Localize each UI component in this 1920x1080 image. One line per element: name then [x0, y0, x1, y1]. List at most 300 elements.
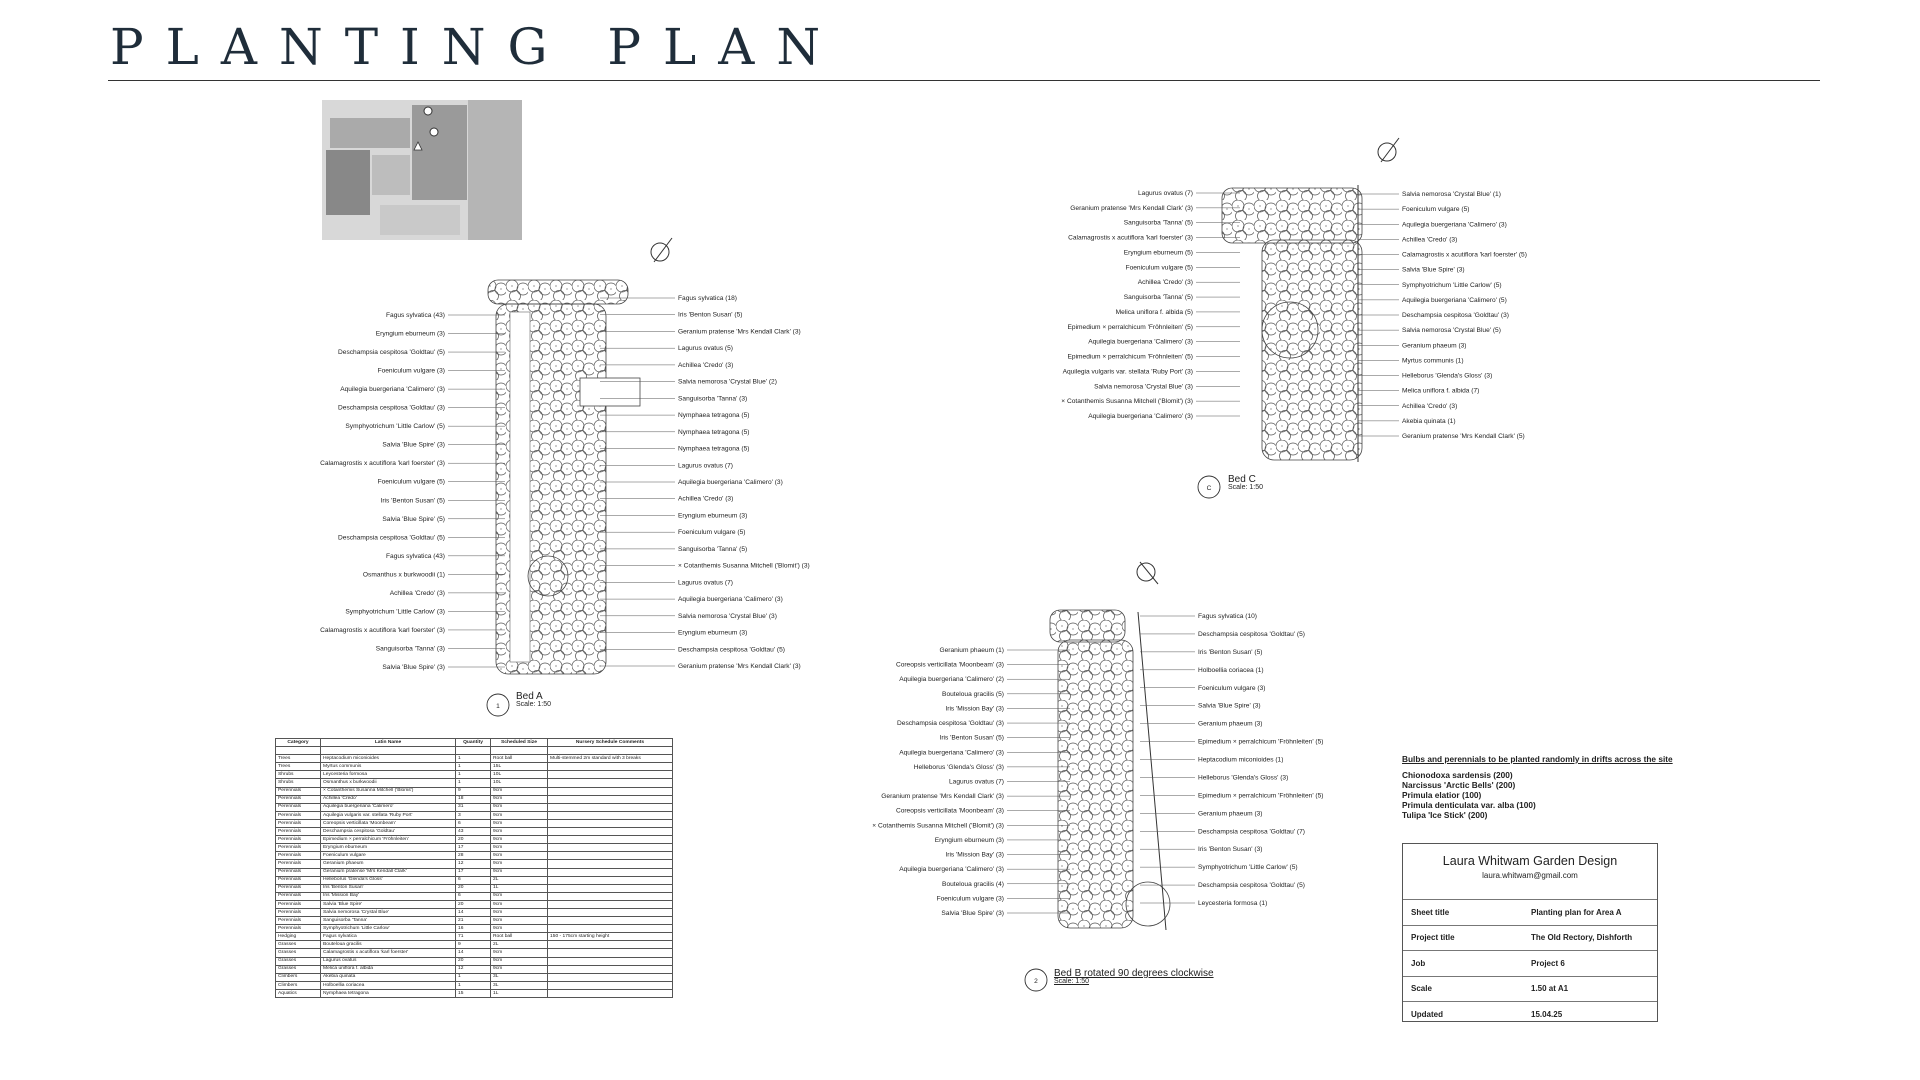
table-cell: 9cm — [491, 908, 548, 916]
bed-c-plant-label: Salvia nemorosa 'Crystal Blue' (5) — [1402, 327, 1501, 335]
table-cell: 71 — [456, 933, 491, 941]
title-block-row — [1403, 1001, 1657, 1027]
firm-name: Laura Whitwam Garden Design — [1442, 854, 1618, 868]
table-row — [276, 876, 673, 884]
table-cell: Sanguisorba 'Tanna' — [321, 917, 456, 925]
bed-a-plant-label: Nymphaea tetragona (5) — [678, 428, 750, 436]
table-row — [276, 868, 673, 876]
table-cell: × Cotanthemis Susanna Mitchell ('Blomit') — [321, 787, 456, 795]
title-block-row — [1403, 899, 1657, 925]
bed-a-plant-label: Fagus sylvatica (18) — [678, 295, 737, 302]
table-cell: 28 — [456, 852, 491, 860]
bed-b-plant-label: Symphyotrichum 'Little Carlow' (5) — [1198, 864, 1298, 872]
bed-b-plant-label: Lagurus ovatus (7) — [949, 778, 1004, 786]
bed-b-plant-label: Deschampsia cespitosa 'Goldtau' (5) — [1198, 630, 1305, 638]
bed-b-plant-label: Geranium phaeum (1) — [939, 647, 1004, 654]
table-cell: 6 — [456, 892, 491, 900]
table-cell: Aquilegia vulgaris var. stellata 'Ruby Port' — [321, 811, 456, 819]
bulb-item: Narcissus 'Arctic Bells' (200) — [1402, 780, 1516, 790]
bed-b-plant-label: Salvia 'Blue Spire' (3) — [941, 910, 1004, 917]
table-cell: Root ball — [491, 933, 548, 941]
table-row — [276, 844, 673, 852]
bed-c-plant-label: Aquilegia buergeriana 'Calimero' (5) — [1402, 296, 1507, 304]
title-block-row — [1403, 976, 1657, 1002]
title-block-value: The Old Rectory, Dishforth — [1531, 933, 1633, 943]
table-cell: 9cm — [491, 949, 548, 957]
table-cell: Perennials — [276, 828, 321, 836]
bed-a-plan — [488, 280, 640, 674]
table-cell: 9cm — [491, 868, 548, 876]
table-cell: 17 — [456, 844, 491, 852]
bed-b-plant-label: Salvia 'Blue Spire' (3) — [1198, 702, 1261, 710]
bulb-item: Tulipa 'Ice Stick' (200) — [1402, 810, 1488, 820]
title-block-value: Planting plan for Area A — [1531, 907, 1622, 917]
table-cell: 10L — [491, 771, 548, 779]
table-cell: 21 — [456, 917, 491, 925]
table-row — [276, 860, 673, 868]
table-cell — [548, 900, 673, 908]
bed-c-plant-label: Foeniculum vulgare (5) — [1125, 264, 1193, 272]
table-cell: 17 — [456, 868, 491, 876]
bed-c-plant-label: Achillea 'Credo' (3) — [1137, 279, 1193, 287]
table-row — [276, 908, 673, 916]
title-block-key: Project title — [1411, 933, 1455, 943]
table-cell: Deschampsia cespitosa 'Goldtau' — [321, 828, 456, 836]
column-header: Category — [276, 739, 321, 747]
table-row — [276, 973, 673, 981]
table-cell: 9cm — [491, 795, 548, 803]
title-block-key: Sheet title — [1411, 907, 1450, 917]
bed-c-plant-label: Sanguisorba 'Tanna' (5) — [1123, 294, 1193, 302]
bed-a-plant-label: Salvia nemorosa 'Crystal Blue' (2) — [678, 378, 777, 386]
table-cell: Shrubs — [276, 779, 321, 787]
table-cell: 6 — [456, 876, 491, 884]
bed-b-plant-label: Deschampsia cespitosa 'Goldtau' (5) — [1198, 882, 1305, 890]
table-row — [276, 811, 673, 819]
table-row — [276, 836, 673, 844]
bed-b-plant-label: Bouteloua gracilis (5) — [942, 690, 1004, 698]
table-cell — [548, 828, 673, 836]
table-cell: 9cm — [491, 836, 548, 844]
table-cell: Perennials — [276, 884, 321, 892]
table-cell: Root ball — [491, 755, 548, 763]
bed-c-plant-label: Calamagrostis x acutiflora 'karl foerster' (3) — [1068, 234, 1193, 242]
bed-c-plant-label: Lagurus ovatus (7) — [1138, 190, 1193, 197]
page-title: PLANTING PLAN — [110, 18, 843, 76]
north-arrow-icon — [1378, 138, 1399, 162]
table-cell: 1 — [456, 763, 491, 771]
table-cell: 20 — [456, 884, 491, 892]
table-cell: 9cm — [491, 828, 548, 836]
bed-c-scale: Scale: 1:50 — [1228, 484, 1264, 491]
bed-b-plant-label: Geranium phaeum (3) — [1198, 720, 1263, 728]
bed-a-plant-label: Symphyotrichum 'Little Carlow' (3) — [345, 608, 445, 616]
table-cell: Perennials — [276, 900, 321, 908]
bed-a-plant-label: Eryngium eburneum (3) — [678, 512, 748, 520]
table-row — [276, 771, 673, 779]
table-row — [276, 933, 673, 941]
table-cell — [548, 876, 673, 884]
bed-c-plant-label: Aquilegia buergeriana 'Calimero' (3) — [1402, 221, 1507, 229]
table-cell: 15L — [491, 763, 548, 771]
title-block-value: Project 6 — [1531, 958, 1565, 968]
table-cell: Lagurus ovatus — [321, 957, 456, 965]
table-cell: 9cm — [491, 917, 548, 925]
bed-b-plant-label: Aquilegia buergeriana 'Calimero' (3) — [899, 866, 1004, 874]
bed-a-plant-label: Salvia nemorosa 'Crystal Blue' (3) — [678, 612, 777, 620]
table-cell: Salvia 'Blue Spire' — [321, 900, 456, 908]
table-cell — [548, 779, 673, 787]
bed-c-plant-label: Helleborus 'Glenda's Gloss' (3) — [1402, 372, 1493, 380]
table-cell: 150 - 175cm starting height — [548, 933, 673, 941]
table-cell: 9cm — [491, 860, 548, 868]
north-arrow-icon — [1137, 562, 1158, 584]
bed-a-plant-label: Fagus sylvatica (43) — [386, 312, 445, 319]
table-cell: Fagus sylvatica — [321, 933, 456, 941]
table-row — [276, 941, 673, 949]
table-cell: Perennials — [276, 836, 321, 844]
bed-a-title-text: Bed A — [516, 691, 543, 702]
bed-c-plant-label: × Cotanthemis Susanna Mitchell ('Blomit') (3) — [1061, 398, 1193, 406]
bed-a-plant-label: Sanguisorba 'Tanna' (3) — [678, 395, 748, 403]
table-cell: Foeniculum vulgare — [321, 852, 456, 860]
bed-b-plant-label: Helleborus 'Glenda's Gloss' (3) — [1198, 774, 1289, 782]
bed-a-plant-label: Lagurus ovatus (7) — [678, 462, 733, 470]
table-cell: 20 — [456, 900, 491, 908]
table-cell: Aquilegia buergeriana 'Calimero' — [321, 803, 456, 811]
table-cell — [548, 836, 673, 844]
bed-c-plant-label: Geranium pratense 'Mrs Kendall Clark' (3) — [1070, 204, 1193, 212]
table-row — [276, 819, 673, 827]
bed-b-plant-label: Eryngium eburneum (3) — [934, 836, 1004, 844]
table-cell — [548, 860, 673, 868]
table-cell: Helleborus 'Glenda's Gloss' — [321, 876, 456, 884]
table-cell: Perennials — [276, 925, 321, 933]
table-cell: Osmanthus x burkwoodii — [321, 779, 456, 787]
table-cell: Grasses — [276, 965, 321, 973]
bed-a-plant-label: Calamagrostis x acutiflora 'karl foerster' (3) — [320, 626, 445, 634]
table-cell — [548, 747, 673, 755]
bed-c-plant-label: Sanguisorba 'Tanna' (5) — [1123, 219, 1193, 227]
table-cell — [548, 803, 673, 811]
bed-b-title-text: Bed B rotated 90 degrees clockwise — [1054, 968, 1214, 979]
table-cell — [548, 908, 673, 916]
table-cell: Hedging — [276, 933, 321, 941]
bed-c-title — [1228, 474, 1263, 491]
table-cell: 9cm — [491, 803, 548, 811]
site-overview-map — [322, 100, 522, 240]
bed-c-plant-label: Salvia nemorosa 'Crystal Blue' (3) — [1094, 383, 1193, 391]
table-cell: Perennials — [276, 795, 321, 803]
table-row — [276, 981, 673, 989]
table-cell — [548, 965, 673, 973]
table-cell: 2L — [491, 941, 548, 949]
bed-b-plant-label: Iris 'Benton Susan' (5) — [1198, 648, 1263, 656]
table-cell: Grasses — [276, 941, 321, 949]
bed-b-plant-label: Geranium phaeum (3) — [1198, 810, 1263, 818]
table-cell: 2L — [491, 876, 548, 884]
column-header: Nursery Schedule Comments — [548, 739, 673, 747]
bed-b-scale: Scale: 1:50 — [1054, 978, 1090, 985]
title-block-key: Updated — [1411, 1009, 1443, 1019]
table-cell — [548, 989, 673, 997]
bed-c-plant-label: Aquilegia vulgaris var. stellata 'Ruby Port' (3) — [1062, 368, 1193, 376]
table-cell: 1 — [456, 779, 491, 787]
table-row — [276, 884, 673, 892]
firm-email: laura.whitwam@gmail.com — [1482, 871, 1578, 880]
table-cell: Geranium phaeum — [321, 860, 456, 868]
table-row — [276, 803, 673, 811]
plant-schedule-table — [275, 738, 673, 998]
bed-a-number: 1 — [496, 703, 500, 710]
bed-a-plant-label: Deschampsia cespitosa 'Goldtau' (5) — [678, 646, 785, 654]
bed-a-plant-label: Geranium pratense 'Mrs Kendall Clark' (3) — [678, 663, 801, 670]
table-cell: Perennials — [276, 892, 321, 900]
table-header-row — [276, 739, 673, 747]
table-cell — [548, 957, 673, 965]
bed-b-plant-label: Deschampsia cespitosa 'Goldtau' (7) — [1198, 828, 1305, 836]
table-cell: Perennials — [276, 868, 321, 876]
table-cell: Myrtus communis — [321, 763, 456, 771]
bed-c-plant-label: Akebia quinata (1) — [1402, 417, 1456, 425]
bulbs-list — [1402, 770, 1673, 820]
bulbs-note — [1402, 754, 1673, 820]
table-cell: 9cm — [491, 787, 548, 795]
column-header: Quantity — [456, 739, 491, 747]
bed-b-plant-label: Foeniculum vulgare (3) — [936, 895, 1004, 903]
table-cell: Geranium pratense 'Mrs Kendall Clark' — [321, 868, 456, 876]
bulb-item: Primula denticulata var. alba (100) — [1402, 800, 1536, 810]
table-cell — [548, 819, 673, 827]
table-cell: 3L — [491, 973, 548, 981]
table-cell: Coreopsis verticillata 'Moonbeam' — [321, 819, 456, 827]
table-cell: Nymphaea tetragona — [321, 989, 456, 997]
bed-c-plant-label: Symphyotrichum 'Little Carlow' (5) — [1402, 281, 1502, 289]
table-cell — [548, 844, 673, 852]
table-row — [276, 747, 673, 755]
table-cell: 14 — [456, 949, 491, 957]
title-block-rows — [1403, 899, 1657, 1027]
bed-a-plant-label: Aquilegia buergeriana 'Calimero' (3) — [340, 386, 445, 394]
table-cell: 9cm — [491, 957, 548, 965]
table-cell — [548, 795, 673, 803]
bed-a-plant-label: Fagus sylvatica (43) — [386, 552, 445, 560]
bed-c-plant-label: Achillea 'Credo' (3) — [1402, 402, 1458, 410]
table-cell: Shrubs — [276, 771, 321, 779]
table-cell: 9cm — [491, 925, 548, 933]
table-cell: Perennials — [276, 917, 321, 925]
table-cell: Achillea 'Credo' — [321, 795, 456, 803]
table-cell: 9cm — [491, 852, 548, 860]
bed-b-plant-label: × Cotanthemis Susanna Mitchell ('Blomit') (3) — [872, 822, 1004, 830]
table-row — [276, 787, 673, 795]
bed-a-scale: Scale: 1:50 — [516, 701, 552, 708]
bed-b-plant-label: Fagus sylvatica (10) — [1198, 613, 1257, 620]
table-cell: Perennials — [276, 844, 321, 852]
table-cell: Holboellia coriacea — [321, 981, 456, 989]
table-cell: Heptacodium miconioides — [321, 755, 456, 763]
bed-b-plan — [1050, 610, 1170, 930]
table-cell: 9 — [456, 787, 491, 795]
table-cell: 1 — [456, 973, 491, 981]
table-cell — [548, 811, 673, 819]
table-cell — [548, 868, 673, 876]
table-row — [276, 779, 673, 787]
bed-b-plant-label: Epimedium × perralchicum 'Fröhnleiten' (5) — [1198, 792, 1324, 800]
table-cell: Aquatics — [276, 989, 321, 997]
table-cell — [548, 892, 673, 900]
bed-a-plant-label: Aquilegia buergeriana 'Calimero' (3) — [678, 479, 783, 486]
bed-c-plant-label: Foeniculum vulgare (5) — [1402, 206, 1470, 214]
title-block-value: 15.04.25 — [1531, 1009, 1563, 1019]
bed-b-plant-label: Bouteloua gracilis (4) — [942, 880, 1004, 888]
bed-a-plant-label: Sanguisorba 'Tanna' (5) — [678, 545, 748, 553]
bed-c-plant-label: Melica uniflora f. albida (7) — [1402, 387, 1480, 395]
bed-a-plant-label: Salvia 'Blue Spire' (3) — [382, 664, 445, 671]
bed-a-plant-label: Salvia 'Blue Spire' (5) — [382, 515, 445, 523]
table-row — [276, 795, 673, 803]
bulb-item: Chionodoxa sardensis (200) — [1402, 770, 1513, 780]
bed-c-plant-label: Salvia nemorosa 'Crystal Blue' (1) — [1402, 191, 1501, 198]
table-cell: 9cm — [491, 900, 548, 908]
bed-a-plant-label: Salvia 'Blue Spire' (3) — [382, 441, 445, 449]
table-cell: 20 — [456, 836, 491, 844]
title-block-row — [1403, 950, 1657, 976]
bed-a-plant-label: Foeniculum vulgare (5) — [678, 529, 746, 537]
table-cell: 10L — [491, 779, 548, 787]
bed-b-plant-label: Iris 'Benton Susan' (5) — [939, 734, 1004, 742]
bed-a-plant-label: Iris 'Benton Susan' (5) — [678, 311, 743, 319]
bed-a-plant-label: Eryngium eburneum (3) — [375, 330, 445, 338]
table-cell — [548, 852, 673, 860]
bed-c-plan — [1222, 185, 1362, 462]
table-cell — [491, 747, 548, 755]
table-cell: 15 — [456, 989, 491, 997]
table-row — [276, 755, 673, 763]
table-cell: 16 — [456, 925, 491, 933]
bed-c-plant-label: Aquilegia buergeriana 'Calimero' (3) — [1088, 413, 1193, 420]
bed-a-plant-label: Achillea 'Credo' (3) — [389, 589, 445, 597]
table-row — [276, 925, 673, 933]
table-cell: 14 — [456, 908, 491, 916]
table-cell: Salvia nemorosa 'Crystal Blue' — [321, 908, 456, 916]
table-cell: 6 — [456, 819, 491, 827]
table-cell: Grasses — [276, 949, 321, 957]
table-cell: 12 — [456, 965, 491, 973]
bed-a-plant-label: Aquilegia buergeriana 'Calimero' (3) — [678, 596, 783, 604]
table-cell: Perennials — [276, 852, 321, 860]
bed-a-plant-label: Sanguisorba 'Tanna' (3) — [375, 645, 445, 653]
bed-c-plant-label: Epimedium × perralchicum 'Fröhnleiten' (5) — [1067, 323, 1193, 331]
table-cell: 43 — [456, 828, 491, 836]
bed-c-plant-label: Salvia 'Blue Spire' (3) — [1402, 266, 1465, 274]
table-cell: Leycesteria formosa — [321, 771, 456, 779]
bed-a-plant-label: Achillea 'Credo' (3) — [678, 361, 734, 369]
bed-b-plant-label: Coreopsis verticillata 'Moonbeam' (3) — [895, 807, 1004, 815]
table-row — [276, 917, 673, 925]
table-cell: Perennials — [276, 787, 321, 795]
bed-b-plant-label: Helleborus 'Glenda's Gloss' (3) — [913, 763, 1004, 771]
table-row — [276, 965, 673, 973]
table-cell — [548, 925, 673, 933]
table-row — [276, 828, 673, 836]
table-cell: 18 — [456, 795, 491, 803]
bed-b-plant-label: Foeniculum vulgare (3) — [1198, 684, 1266, 692]
bed-b-plant-label: Iris 'Mission Bay' (3) — [945, 705, 1004, 713]
table-row — [276, 852, 673, 860]
bed-c-plant-label: Geranium pratense 'Mrs Kendall Clark' (5) — [1402, 433, 1525, 440]
bed-a-plant-label: Lagurus ovatus (5) — [678, 345, 733, 353]
bed-c-plant-label: Aquilegia buergeriana 'Calimero' (3) — [1088, 338, 1193, 346]
bed-a-plant-label: Deschampsia cespitosa 'Goldtau' (3) — [338, 404, 445, 412]
table-cell: Multi-stemmed 2m standard with 3 breaks — [548, 755, 673, 763]
table-cell: 20 — [456, 957, 491, 965]
table-row — [276, 989, 673, 997]
bed-c-plant-label: Geranium phaeum (3) — [1402, 342, 1467, 350]
bed-c-plant-label: Calamagrostis x acutiflora 'karl foerster' (5) — [1402, 251, 1527, 259]
bed-a-plant-label: Osmanthus x burkwoodii (1) — [362, 571, 445, 579]
table-cell: 9cm — [491, 965, 548, 973]
bed-b-plant-label: Epimedium × perralchicum 'Fröhnleiten' (5) — [1198, 738, 1324, 746]
bed-a-plant-label: Geranium pratense 'Mrs Kendall Clark' (3) — [678, 328, 801, 336]
table-cell: Epimedium × perralchicum 'Fröhnleiten' — [321, 836, 456, 844]
table-cell: Symphyotrichum 'Little Carlow' — [321, 925, 456, 933]
table-cell: Climbers — [276, 981, 321, 989]
table-cell: Perennials — [276, 876, 321, 884]
table-cell: 1 — [456, 755, 491, 763]
table-cell: Climbers — [276, 973, 321, 981]
table-cell — [548, 949, 673, 957]
table-cell — [548, 973, 673, 981]
table-cell: Akebia quinata — [321, 973, 456, 981]
table-cell: 1L — [491, 884, 548, 892]
title-block-row — [1403, 925, 1657, 951]
table-row — [276, 949, 673, 957]
table-cell: Bouteloua gracilis — [321, 941, 456, 949]
bed-c-plant-label: Eryngium eburneum (5) — [1123, 249, 1193, 257]
bed-b-plant-label: Aquilegia buergeriana 'Calimero' (2) — [899, 676, 1004, 684]
bed-b-plant-label: Deschampsia cespitosa 'Goldtau' (3) — [897, 720, 1004, 728]
bed-c-plant-label: Epimedium × perralchicum 'Fröhnleiten' (5) — [1067, 353, 1193, 361]
bed-b-plant-label: Coreopsis verticillata 'Moonbeam' (3) — [895, 661, 1004, 669]
table-cell: 3L — [491, 981, 548, 989]
table-cell — [456, 747, 491, 755]
bed-c-plant-label: Achillea 'Credo' (3) — [1402, 236, 1458, 244]
bed-a-plant-label: Deschampsia cespitosa 'Goldtau' (5) — [338, 349, 445, 357]
table-cell: 1L — [491, 989, 548, 997]
table-cell: Trees — [276, 763, 321, 771]
table-cell: 1 — [456, 981, 491, 989]
bed-b-plant-label: Heptacodium miconioides (1) — [1198, 756, 1284, 764]
bed-a-plant-label: × Cotanthemis Susanna Mitchell ('Blomit') (3) — [678, 562, 810, 570]
column-header: Scheduled Size — [491, 739, 548, 747]
title-block-key: Scale — [1411, 984, 1432, 994]
table-row — [276, 900, 673, 908]
table-cell: 3 — [456, 811, 491, 819]
bed-c-plant-label: Deschampsia cespitosa 'Goldtau' (3) — [1402, 312, 1509, 319]
table-cell — [548, 771, 673, 779]
bed-b-plant-label: Iris 'Benton Susan' (3) — [1198, 846, 1263, 854]
table-row — [276, 957, 673, 965]
table-cell: Trees — [276, 755, 321, 763]
column-header: Latin Name — [321, 739, 456, 747]
table-cell — [548, 981, 673, 989]
title-block-key: Job — [1411, 958, 1426, 968]
table-cell: Calamagrostis x acutiflora 'karl foerster' — [321, 949, 456, 957]
bed-c-title-text: Bed C — [1228, 474, 1256, 485]
table-cell — [548, 884, 673, 892]
table-cell: Iris 'Mission Bay' — [321, 892, 456, 900]
